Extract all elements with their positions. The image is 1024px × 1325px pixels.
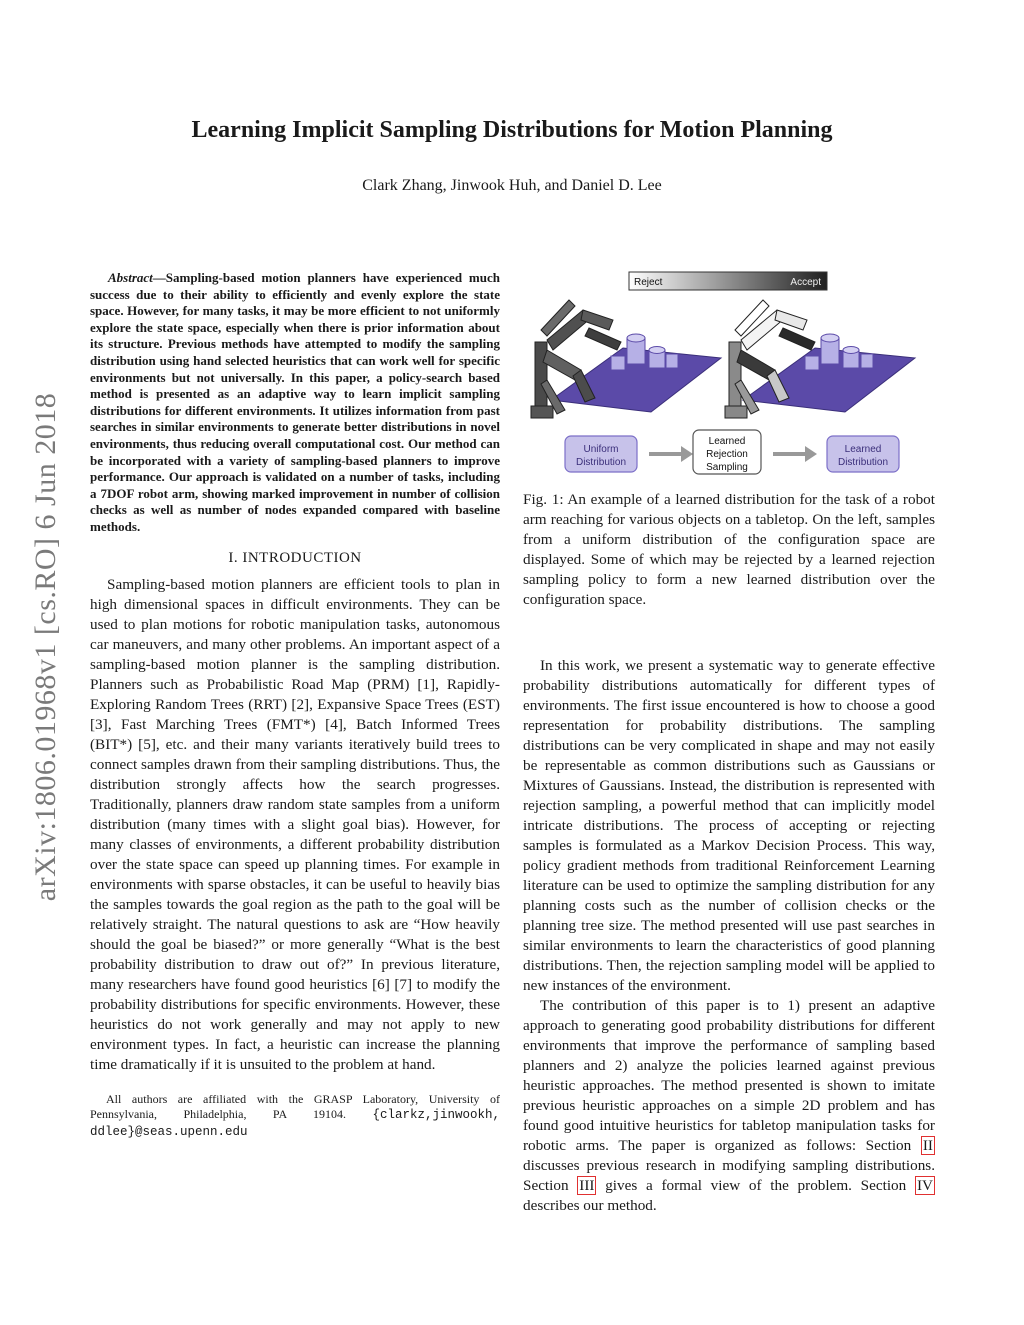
accept-label: Accept	[790, 277, 821, 288]
uniform-distribution-box	[565, 436, 637, 472]
arxiv-sidebar	[26, 0, 66, 1325]
uniform-box-line2: Distribution	[575, 457, 627, 468]
paper-title: Learning Implicit Sampling Distributions for Motion Planning	[191, 117, 833, 143]
learned-box-line2: Distribution	[837, 457, 889, 468]
figure-1-illustration	[523, 270, 935, 476]
learned-box-line1: Learned	[844, 444, 882, 455]
figure-1-caption: Fig. 1: An example of a learned distribution for the task of a robot arm reaching for various objects on a tabletop. On the left, samples from a uniform distribution of the configuration space are displayed. Some of which may be rejected by a learned rejection sampling policy to form a new learned distribution over the configuration space.	[523, 491, 935, 608]
arrow-right-2	[773, 446, 817, 462]
uniform-box-line1: Uniform	[583, 444, 619, 455]
para2-part-c: gives a formal view of the problem. Section	[596, 1177, 915, 1194]
right-body-text	[523, 656, 935, 1216]
learned-samples-scene	[725, 300, 915, 418]
abstract-label: Abstract	[108, 270, 153, 285]
arxiv-identifier: arXiv:1806.01968v1 [cs.RO] 6 Jun 2018	[29, 392, 62, 902]
rejection-box-line3: Sampling	[706, 462, 748, 473]
section-heading-introduction: I. INTRODUCTION	[228, 549, 362, 566]
arrow-right-1	[649, 446, 693, 462]
learned-distribution-box	[827, 436, 899, 472]
rejection-box-line1: Learned	[708, 436, 746, 447]
reject-label: Reject	[634, 277, 663, 288]
right-paragraph-2	[523, 996, 935, 1216]
section-ref-III-link[interactable]: III	[579, 1177, 595, 1194]
para2-part-b: discusses previous research in modifying sampling distributions. Section	[523, 1157, 935, 1194]
right-column	[523, 270, 935, 1216]
figure-1	[523, 270, 935, 476]
abstract-dash: —	[152, 270, 166, 285]
author-list: Clark Zhang, Jinwook Huh, and Daniel D. Lee	[362, 177, 662, 194]
section-ref-IV-link[interactable]: IV	[916, 1177, 933, 1194]
abstract	[90, 270, 500, 536]
abstract-text: Sampling-based motion planners have experienced much success due to their ability to efficiently and evenly explore the state space. However, for many tasks, it may be more efficient to not uniformly explore the state space, especially when there is prior information about its structure. Previous methods have attempted to modify the sampling distribution using hand selected heuristics that can work well for specific environments but not universally. In this paper, a policy-search based method is presented as an adaptive way to learn implicit sampling distributions for different environments. It utilizes information from past searches in similar environments to generate better distributions in novel environments, thus reducing overall computational cost. Our method can be incorporated with a variety of sampling-based planners to improve performance. Our approach is validated on a number of tasks, including a 7DOF robot arm, showing marked improvement in number of collision checks as well as number of nodes expanded compared with baseline methods.	[90, 270, 500, 534]
right-paragraph-1: In this work, we present a systematic way to generate effective probability distributions automatically for different types of environments. The first issue encountered is how to choose a good representation for probability distributions. The sampling distributions can be very complicated in shape and may not easily be representable as common distributions such as Gaussians or Mixtures of Gaussians. Instead, the distribution is represented with rejection sampling, a powerful method that can implicitly model intricate distributions. The process of accepting or rejecting samples is formulated as a Markov Decision Process. This way, policy gradient methods from traditional Reinforcement Learning literature can be used to optimize the sampling distribution for any planning costs such as the number of collision checks or the planning tree size. The method presented will use past searches in similar environments to learn the characteristics of good planning distributions. Then, the rejection sampling model will be applied to new instances of the environment.	[523, 657, 935, 994]
uniform-samples-scene	[531, 300, 721, 418]
author-emails: {clarkz,jinwookh, ddlee}@seas.upenn.edu	[90, 1108, 500, 1139]
left-column	[90, 270, 500, 1140]
affiliation-footnote	[90, 1092, 500, 1141]
footnote-text: All authors are affiliated with the GRASP Laboratory, University of Pennsylvania, Philadelphia, PA 19104.	[90, 1091, 500, 1121]
rejection-box-line2: Rejection	[706, 449, 748, 460]
para2-part-a: The contribution of this paper is to 1) present an adaptive approach to generating good probability distributions for different environments that improve the performance of sampling based planners and 2) analyze the policies learned against previous heuristic approaches. The method presented is shown to imitate previous heuristic approaches on a simple 2D problem and has found good intuitive heuristics for tabletop manipulation tasks for robotic arms. The paper is organized as follows: Section	[523, 997, 935, 1154]
introduction-paragraph: Sampling-based motion planners are efficient tools to plan in high dimensional spaces in difficult environments. They can be used to plan motions for robotic manipulation tasks, autonomous car maneuvers, and many other problems. An important aspect of a sampling-based motion planner is the sampling distribution. Planners such as Probabilistic Road Map (PRM) [1], Rapidly-Exploring Random Trees (RRT) [2], Expansive Space Trees (EST) [3], Fast Marching Trees (FMT*) [4], Batch Informed Trees (BIT*) [5], etc. and their many variants iteratively build trees to connect samples drawn from their sampling distributions. Thus, the distribution strongly affects how the search progresses. Traditionally, planners draw random state samples from a uniform distribution (many times with a slight goal bias). However, for many classes of environments, a different probability distribution over the state space can speed up planning times. For example in environments with sparse obstacles, it can be useful to heavily bias the samples towards the goal region as the path to the goal will be relatively straight. The natural questions to ask are “How heavily should the goal be biased?” or more generally “What is the best probability distribution to draw out of?” In previous literature, many researchers have found good heuristics [6] [7] to modify the probability distributions for specific environments. However, these heuristics do not work generally and may not apply to new environment types. In fact, a heuristic can increase the planning time dramatically if it is unsuited to the problem at hand.	[90, 575, 500, 1073]
section-ref-II-link[interactable]: II	[922, 1137, 933, 1154]
para2-part-d: describes our method.	[523, 1197, 657, 1214]
learned-rejection-sampling-box	[693, 430, 761, 474]
